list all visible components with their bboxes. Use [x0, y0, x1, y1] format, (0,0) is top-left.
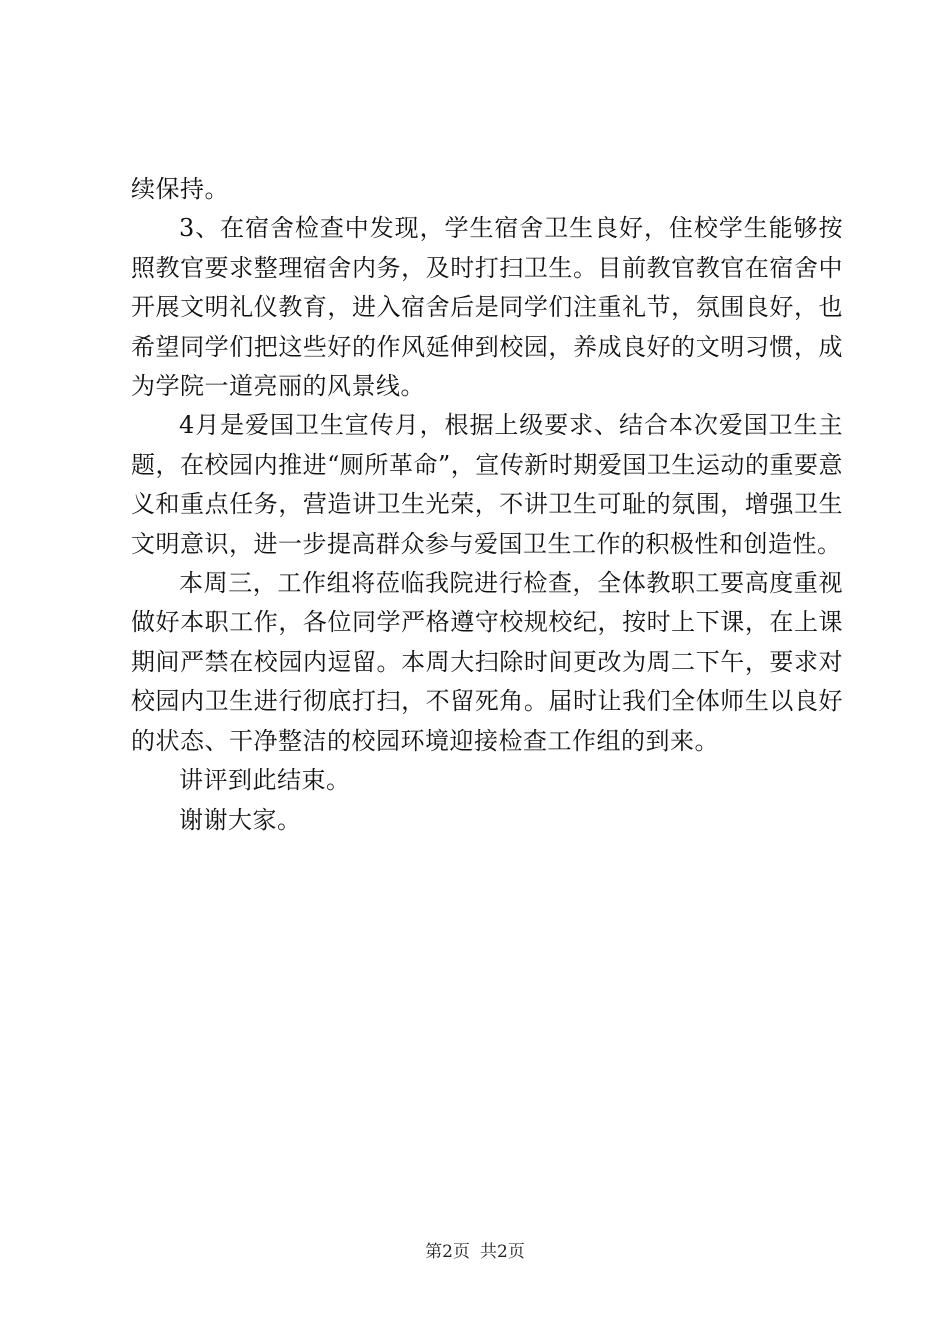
paragraph-dormitory-inspection: 3、在宿舍检查中发现，学生宿舍卫生良好，住校学生能够按照教官要求整理宿舍内务，及时打扫卫生。目前教官教官在宿舍中开展文明礼仪教育，进入宿舍后是同学们注重礼节，氛围良好，也希望同学们把这些好的作风延伸到校园，养成良好的文明习惯，成为学院一道亮丽的风景线。 — [131, 214, 843, 401]
paragraph-work-group-inspection: 本周三，工作组将莅临我院进行检查，全体教职工要高度重视做好本职工作，各位同学严格遵守校规校纪，按时上下课，在上课期间严禁在校园内逗留。本周大扫除时间更改为周二下午，要求对校园内卫生进行彻底打扫，不留死角。届时让我们全体师生以良好的状态、干净整洁的校园环境迎接检查工作组的到来。 — [131, 569, 843, 755]
paragraph-thanks: 谢谢大家。 — [179, 805, 302, 834]
document-body — [131, 170, 843, 840]
page-number-current: 第2页 — [425, 1242, 470, 1262]
page-number-total: 共2页 — [480, 1242, 525, 1262]
page-footer — [0, 1240, 950, 1264]
paragraph-closing: 讲评到此结束。 — [179, 766, 351, 795]
paragraph-continuation: 续保持。 — [131, 175, 229, 203]
paragraph-hygiene-month: 4月是爱国卫生宣传月，根据上级要求、结合本次爱国卫生主题，在校园内推进“厕所革命”，宣传新时期爱国卫生运动的重要意义和重点任务，营造讲卫生光荣，不讲卫生可耻的氛围，增强卫生文明意识，进一步提高群众参与爱国卫生工作的积极性和创造性。 — [131, 411, 843, 558]
